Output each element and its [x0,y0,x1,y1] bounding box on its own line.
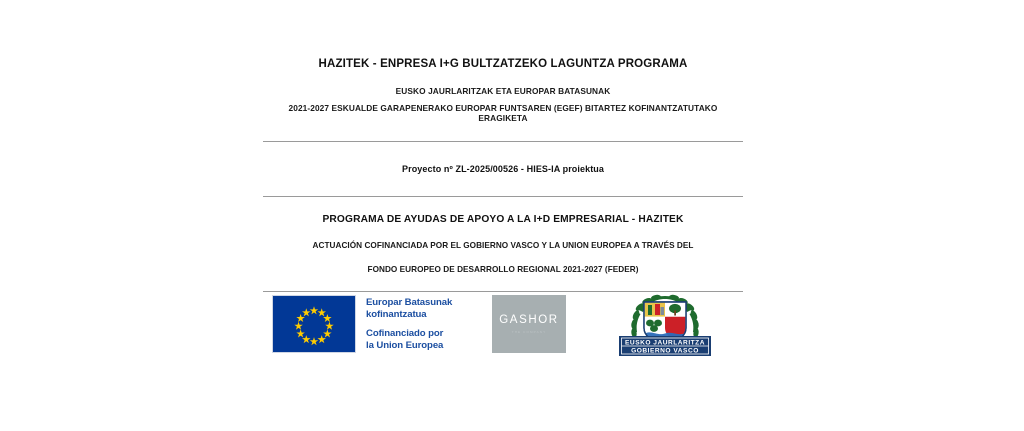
page-title-spanish: PROGRAMA DE AYUDAS DE APOYO A LA I+D EMPRESARIAL - HAZITEK [322,214,684,225]
basque-gov-banner-line-1: EUSKO JAURLARITZA [625,339,705,347]
gashor-company-logo [492,295,566,353]
basque-heading-block [263,0,743,123]
document-content-column [263,0,743,292]
eu-cofunding-text [366,297,452,351]
gashor-logo-subtitle: THE COMPANY [511,330,547,334]
basque-gov-banner-line-2: GOBIERNO VASCO [631,347,699,355]
gashor-logo-name: GASHOR [499,314,559,326]
logo-strip [263,290,743,365]
eu-text-basque-line-2: kofinantzatua [366,308,427,320]
eu-text-spanish-line-1: Cofinanciado por [366,328,444,339]
eu-text-basque-line-1: Europar Batasunak [366,297,453,308]
spanish-heading-block [263,197,743,274]
project-reference: Proyecto nº ZL-2025/00526 - HIES-IA proiektua [401,164,605,174]
european-union-flag-icon [272,295,356,353]
spanish-subtitle-line-1: ACTUACIÓN COFINANCIADA POR EL GOBIERNO VASCO Y LA UNION EUROPEA A TRAVÉS DEL [312,241,694,250]
spanish-subtitle-line-2: FONDO EUROPEO DE DESARROLLO REGIONAL 2021-2027 (FEDER) [367,265,639,274]
divider-top [263,141,743,142]
eu-cofunding-logo [272,295,452,353]
page-title-basque: HAZITEK - ENPRESA I+G BULTZATZEKO LAGUNTZA PROGRAMA [318,58,688,70]
eu-text-spanish-line-2: la Union Europea [366,339,444,351]
basque-government-logo [613,292,717,360]
basque-subtitle-line-2: 2021-2027 ESKUALDE GARAPENERAKO EUROPAR FUNTSAREN (EGEF) BITARTEZ KOFINANTZATUTAKO ERAGIKETA [288,103,718,123]
basque-subtitle-line-1: EUSKO JAURLARITZAK ETA EUROPAR BATASUNAK [395,86,611,96]
